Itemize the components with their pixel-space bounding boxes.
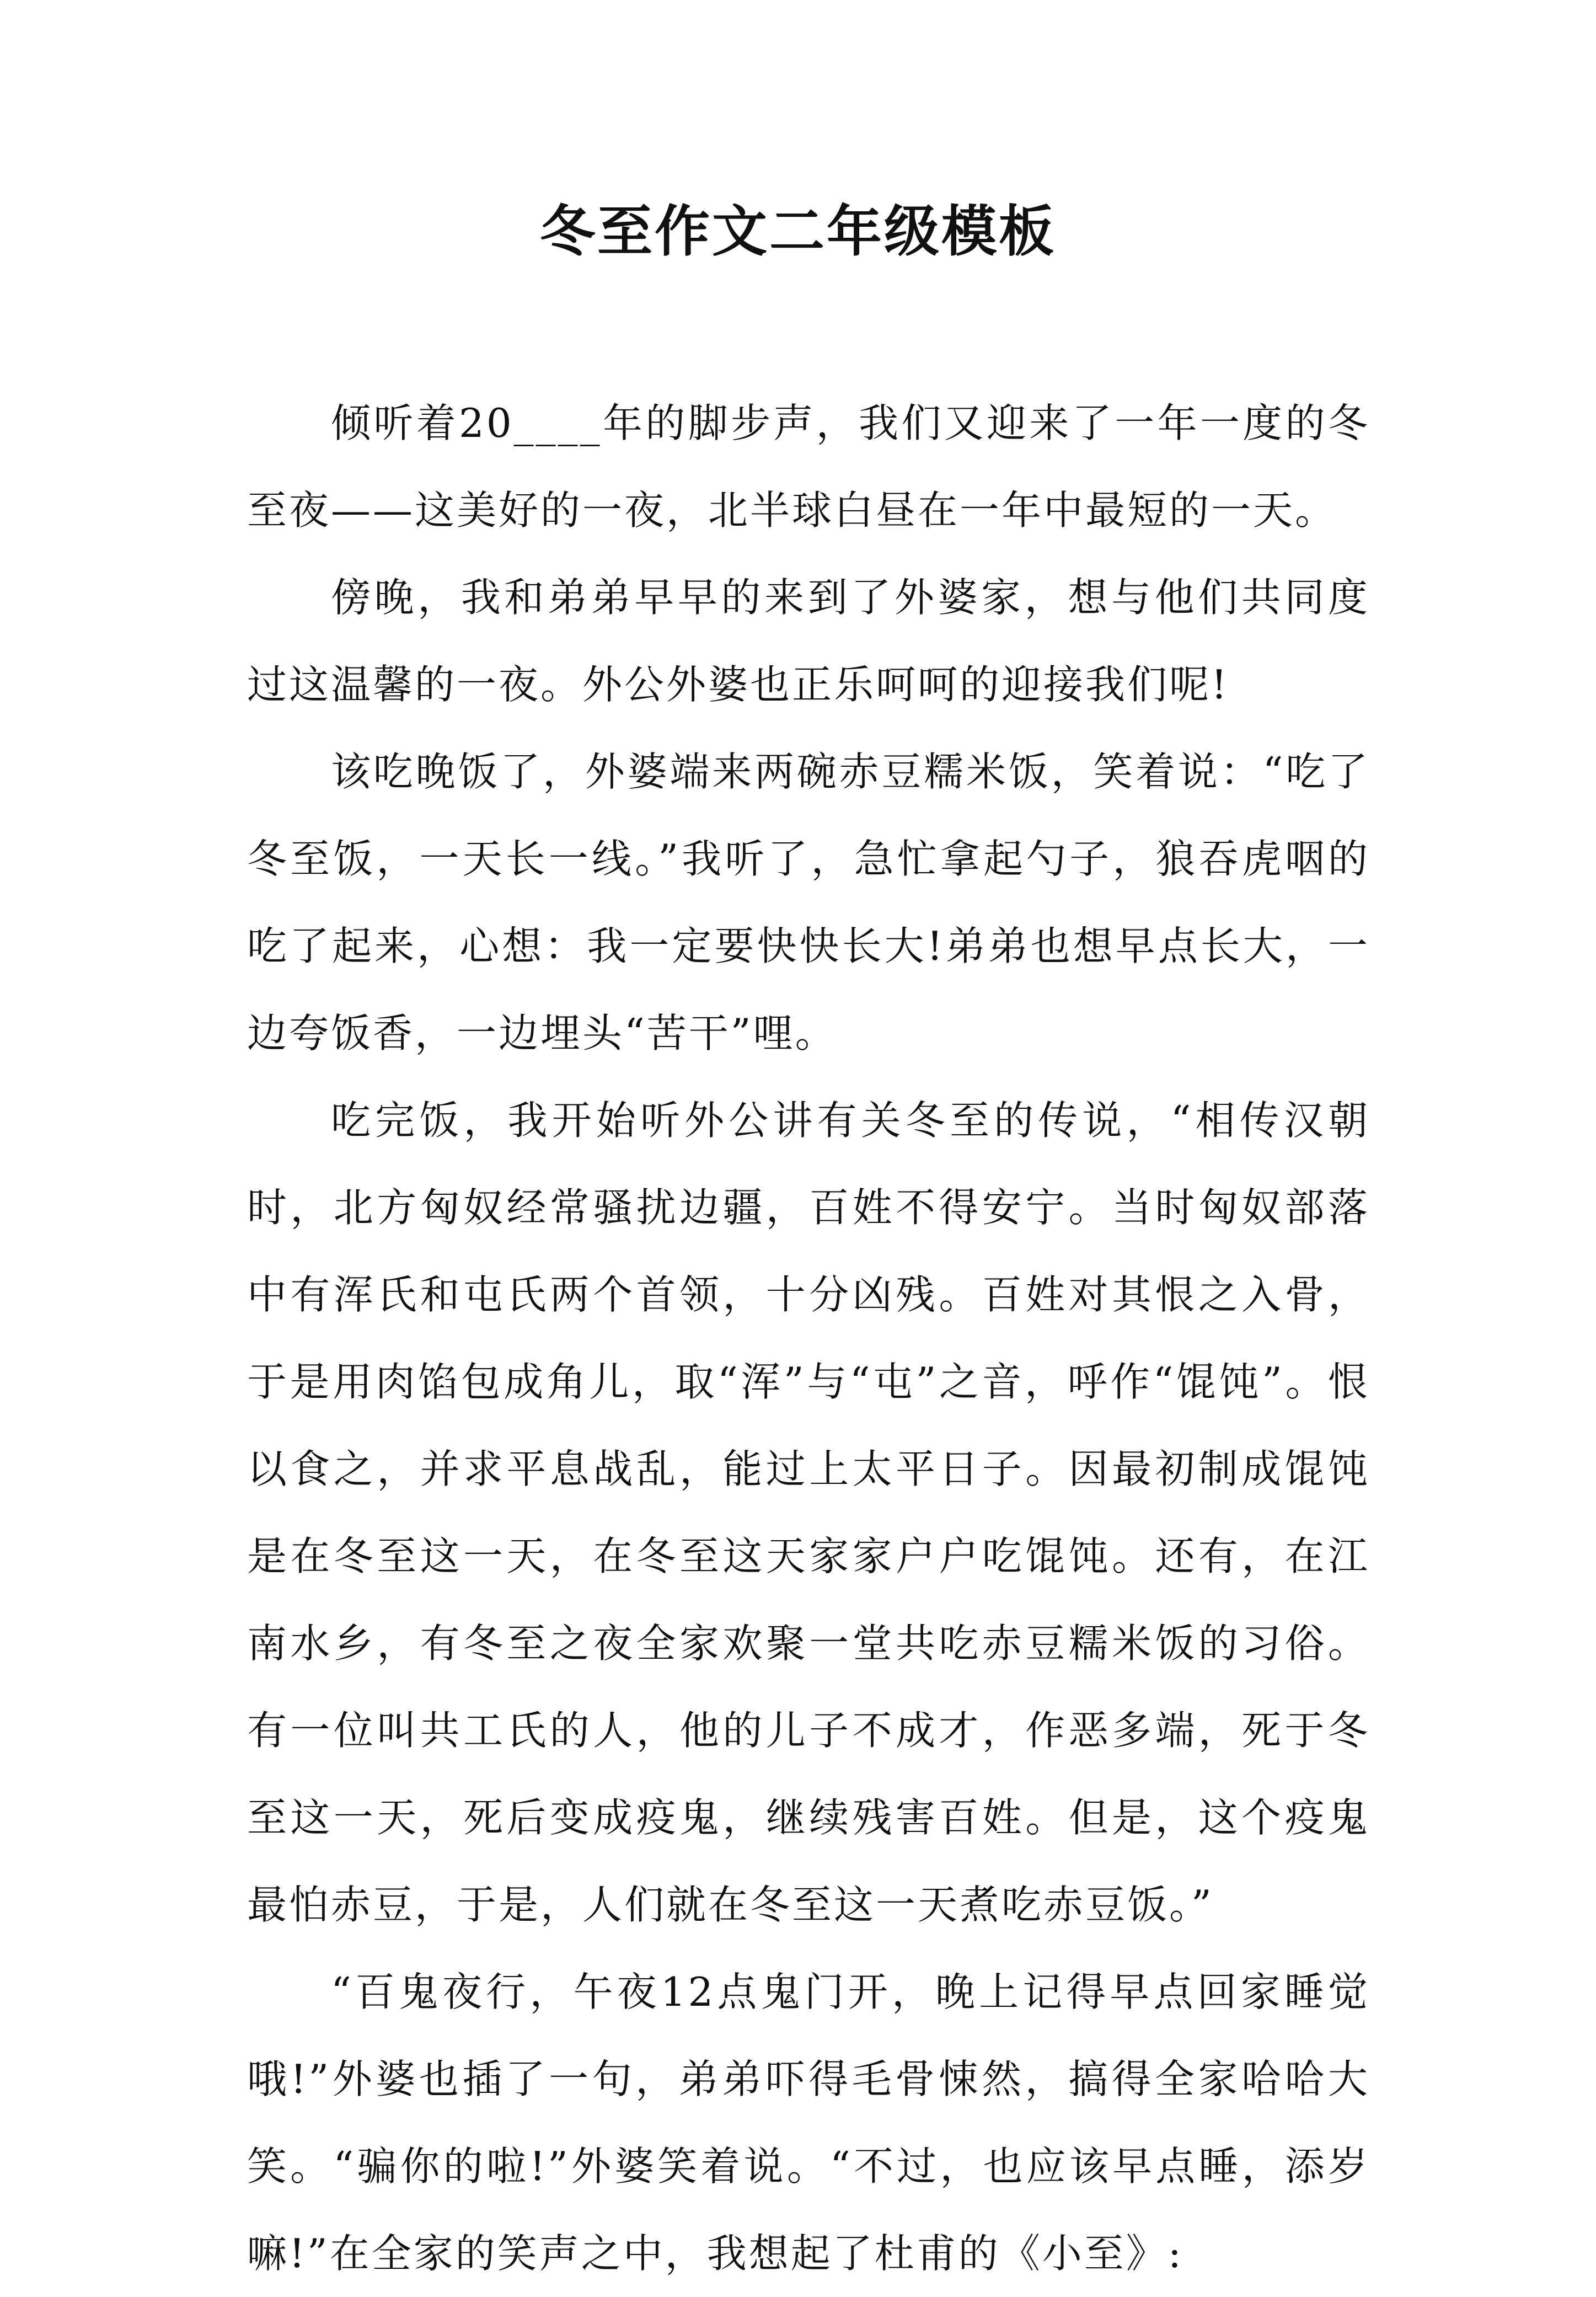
document-body xyxy=(247,380,1370,2297)
paragraph: “百鬼夜行，午夜12点鬼门开，晚上记得早点回家睡觉哦!”外婆也插了一句，弟弟吓得毛骨悚然，搞得全家哈哈大笑。“骗你的啦!”外婆笑着说。“不过，也应该早点睡，添岁嘛!”在全家的笑声之中，我想起了杜甫的《小至》: xyxy=(247,1969,1370,2277)
paragraph: 倾听着20____年的脚步声，我们又迎来了一年一度的冬至夜——这美好的一夜，北半球白昼在一年中最短的一天。 xyxy=(247,400,1370,533)
paragraph: 吃完饭，我开始听外公讲有关冬至的传说，“相传汉朝时，北方匈奴经常骚扰边疆，百姓不得安宁。当时匈奴部落中有浑氏和屯氏两个首领，十分凶残。百姓对其恨之入骨，于是用肉馅包成角儿，取“浑”与“屯”之音，呼作“馄饨”。恨以食之，并求平息战乱，能过上太平日子。因最初制成馄饨是在冬至这一天，在冬至这天家家户户吃馄饨。还有，在江南水乡，有冬至之夜全家欢聚一堂共吃赤豆糯米饭的习俗。有一位叫共工氏的人，他的儿子不成才，作恶多端，死于冬至这一天，死后变成疫鬼，继续残害百姓。但是，这个疫鬼最怕赤豆，于是，人们就在冬至这一天煮吃赤豆饭。” xyxy=(247,1097,1370,1928)
paragraph: 该吃晚饭了，外婆端来两碗赤豆糯米饭，笑着说：“吃了冬至饭，一天长一线。”我听了，急忙拿起勺子，狼吞虎咽的吃了起来，心想：我一定要快快长大!弟弟也想早点长大，一边夸饭香，一边埋头“苦干”哩。 xyxy=(247,749,1370,1056)
paragraph: 傍晚，我和弟弟早早的来到了外婆家，想与他们共同度过这温馨的一夜。外公外婆也正乐呵呵的迎接我们呢! xyxy=(247,574,1370,708)
document-title: 冬至作文二年级模板 xyxy=(540,199,1056,264)
